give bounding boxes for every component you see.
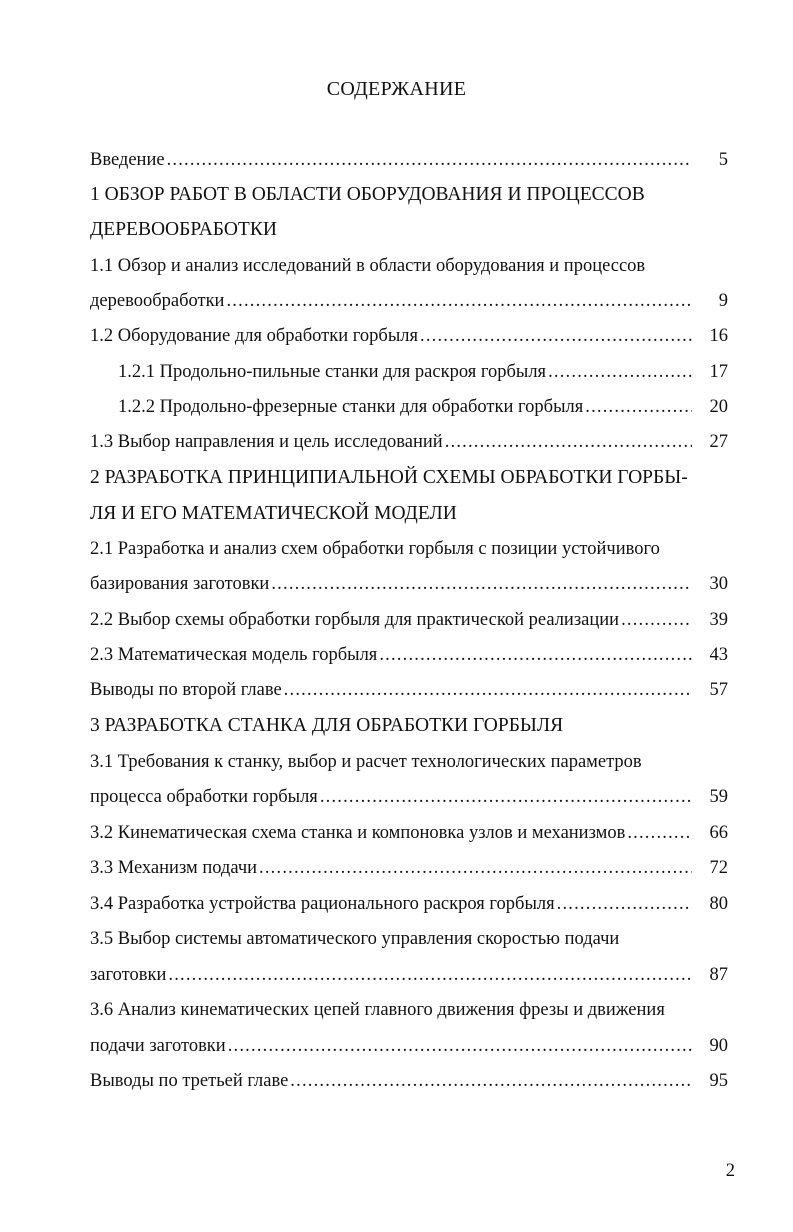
toc-entry-page: 80 <box>709 894 728 914</box>
toc-entry-chapter-3-conclusions[interactable] <box>90 1067 728 1095</box>
page-title: СОДЕРЖАНИЕ <box>326 78 467 100</box>
dot-leader <box>420 322 692 350</box>
toc-entry-3-3[interactable] <box>90 854 728 882</box>
toc-entry-text: 3.4 Разработка устройства рационального раскроя горбыля <box>90 894 555 914</box>
toc-entry-page: 20 <box>709 397 728 417</box>
toc-entry-3-4[interactable] <box>90 890 728 918</box>
toc-entry-text: базирования заготовки <box>90 574 270 594</box>
toc-entry-text: подачи заготовки <box>90 1036 226 1056</box>
toc-entry-text: процесса обработки горбыля <box>90 787 318 807</box>
toc-entry-3-6[interactable] <box>90 1032 728 1060</box>
toc-entry-page: 43 <box>709 645 728 665</box>
dot-leader <box>445 428 692 456</box>
dot-leader <box>168 961 692 989</box>
toc-entry-text: 3.3 Механизм подачи <box>90 858 258 878</box>
dot-leader <box>226 287 692 315</box>
toc-entry-text: 1.3 Выбор направления и цель исследований <box>90 432 443 452</box>
dot-leader <box>548 358 692 386</box>
toc-entry-text: 1.2 Оборудование для обработки горбыля <box>90 326 418 346</box>
toc-chapter-2-heading-line1[interactable]: 2 РАЗРАБОТКА ПРИНЦИПИАЛЬНОЙ СХЕМЫ ОБРАБОТКИ ГОРБЫ- <box>90 467 688 488</box>
toc-entry-1-1[interactable] <box>90 287 728 315</box>
dot-leader <box>259 854 692 882</box>
dot-leader <box>167 146 692 174</box>
toc-entry-text: Выводы по третьей главе <box>90 1071 289 1091</box>
toc-entry-page: 16 <box>709 326 728 346</box>
toc-entry-text: 2.2 Выбор схемы обработки горбыля для практической реализации <box>90 610 620 630</box>
toc-entry-chapter-2-conclusions[interactable] <box>90 676 728 704</box>
toc-entry-3-1[interactable] <box>90 783 728 811</box>
toc-chapter-1-heading-line2[interactable]: ДЕРЕВООБРАБОТКИ <box>90 219 277 240</box>
toc-entry-2-1[interactable] <box>90 570 728 598</box>
toc-entry-text: заготовки <box>90 965 167 985</box>
toc-entry-1-2-2[interactable] <box>118 393 728 421</box>
toc-entry-text: 1.2.2 Продольно-фрезерные станки для обработки горбыля <box>118 397 584 417</box>
toc-entry-introduction[interactable] <box>90 146 728 174</box>
toc-chapter-3-heading[interactable]: 3 РАЗРАБОТКА СТАНКА ДЛЯ ОБРАБОТКИ ГОРБЫЛЯ <box>90 715 564 736</box>
toc-entry-page: 30 <box>709 574 728 594</box>
dot-leader <box>621 606 692 634</box>
toc-entry-page: 72 <box>709 858 728 878</box>
dot-leader <box>284 676 692 704</box>
dot-leader <box>271 570 692 598</box>
toc-entry-1-1-line1[interactable]: 1.1 Обзор и анализ исследований в области оборудования и процессов <box>90 256 646 276</box>
toc-entry-text: 1.2.1 Продольно-пильные станки для раскроя горбыля <box>118 362 547 382</box>
toc-entry-page: 90 <box>709 1036 728 1056</box>
toc-entry-page: 17 <box>709 362 728 382</box>
toc-entry-page: 27 <box>709 432 728 452</box>
toc-entry-1-2[interactable] <box>90 322 728 350</box>
dot-leader <box>627 819 692 847</box>
toc-entry-page: 5 <box>718 150 728 170</box>
toc-entry-3-5-line1[interactable]: 3.5 Выбор системы автоматического управления скоростью подачи <box>90 929 620 949</box>
toc-entry-2-2[interactable] <box>90 606 728 634</box>
dot-leader <box>379 641 692 669</box>
toc-entry-text: 3.2 Кинематическая схема станка и компоновка узлов и механизмов <box>90 823 626 843</box>
toc-entry-3-6-line1[interactable]: 3.6 Анализ кинематических цепей главного движения фрезы и движения <box>90 1000 665 1020</box>
toc-entry-3-1-line1[interactable]: 3.1 Требования к станку, выбор и расчет технологических параметров <box>90 752 642 772</box>
toc-entry-text: Выводы по второй главе <box>90 680 282 700</box>
toc-entry-1-2-1[interactable] <box>118 358 728 386</box>
toc-entry-page: 66 <box>709 823 728 843</box>
toc-chapter-1-heading-line1[interactable]: 1 ОБЗОР РАБОТ В ОБЛАСТИ ОБОРУДОВАНИЯ И ПРОЦЕССОВ <box>90 184 645 205</box>
toc-entry-page: 95 <box>709 1071 728 1091</box>
toc-entry-page: 57 <box>709 680 728 700</box>
toc-entry-page: 87 <box>709 965 728 985</box>
toc-entry-text: Введение <box>90 150 165 170</box>
toc-entry-text: деревообработки <box>90 291 225 311</box>
dot-leader <box>290 1067 692 1095</box>
toc-entry-page: 59 <box>709 787 728 807</box>
dot-leader <box>585 393 692 421</box>
toc-entry-3-2[interactable] <box>90 819 728 847</box>
dot-leader <box>228 1032 692 1060</box>
toc-entry-text: 2.3 Математическая модель горбыля <box>90 645 378 665</box>
page-number: 2 <box>725 1161 735 1181</box>
dot-leader <box>320 783 692 811</box>
toc-entry-3-5[interactable] <box>90 961 728 989</box>
toc-chapter-2-heading-line2[interactable]: ЛЯ И ЕГО МАТЕМАТИЧЕСКОЙ МОДЕЛИ <box>90 503 457 524</box>
toc-entry-2-3[interactable] <box>90 641 728 669</box>
toc-entry-2-1-line1[interactable]: 2.1 Разработка и анализ схем обработки горбыля с позиции устойчивого <box>90 539 660 559</box>
dot-leader <box>557 890 692 918</box>
toc-entry-1-3[interactable] <box>90 428 728 456</box>
toc-entry-page: 9 <box>718 291 728 311</box>
toc-entry-page: 39 <box>709 610 728 630</box>
